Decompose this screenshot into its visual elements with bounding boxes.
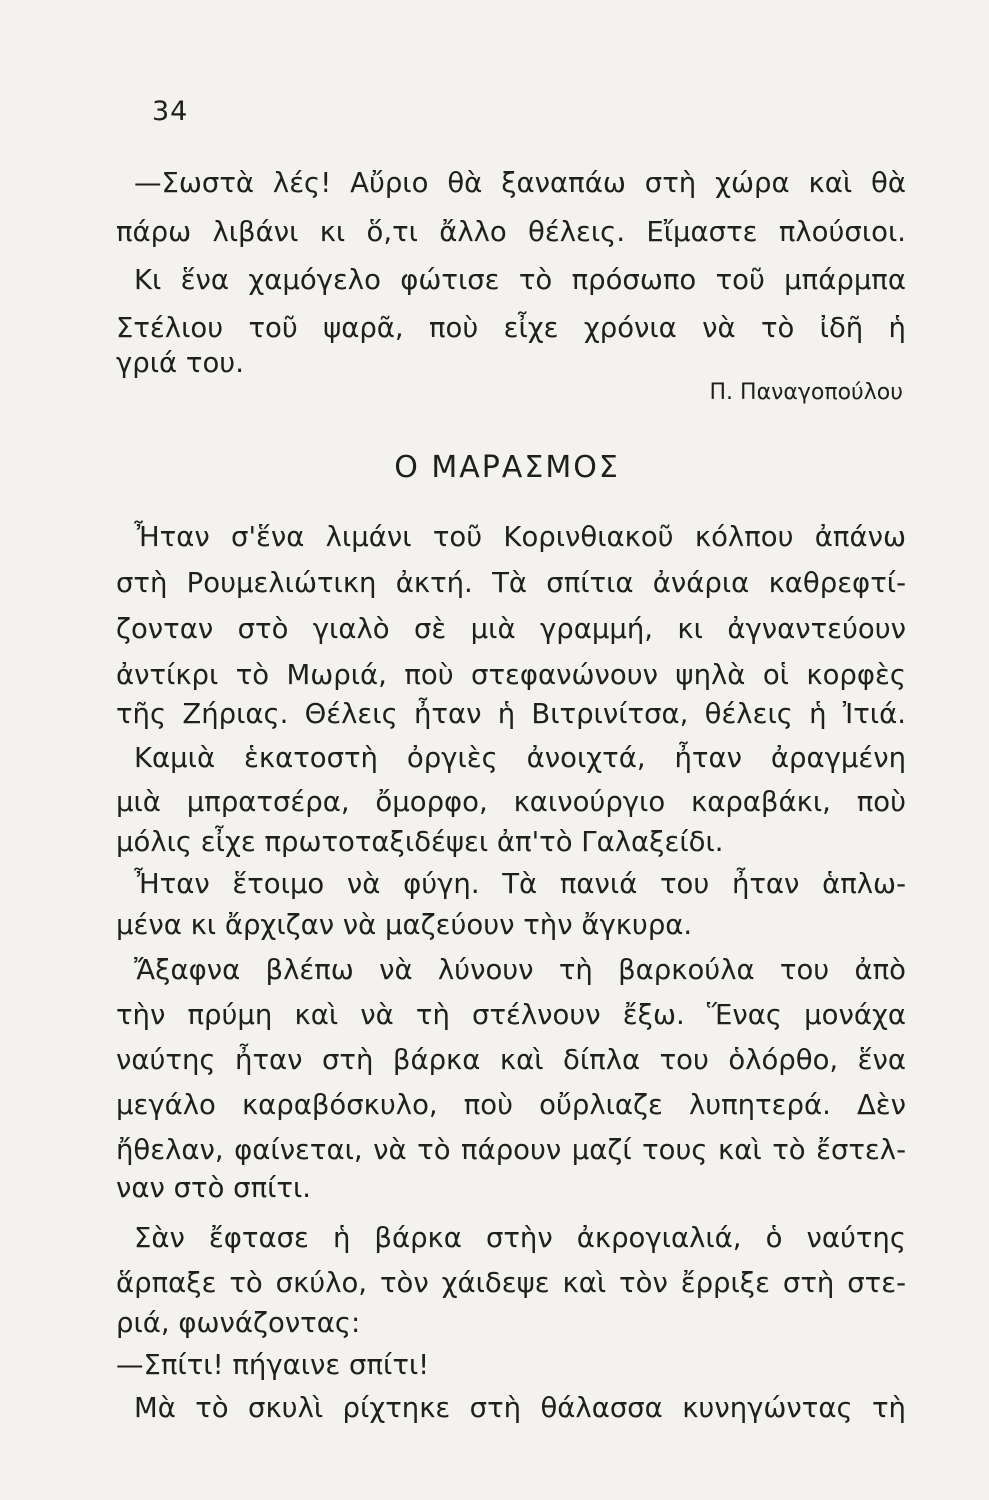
text-line: Στέλιου τοῦ ψαρᾶ, ποὺ εἶχε χρόνια νὰ τὸ ἰδῆ ἡ xyxy=(116,312,906,344)
text-line: ζονταν στὸ γιαλὸ σὲ μιὰ γραμμή, κι ἀγναντεύουν xyxy=(116,613,906,645)
text-line: —Σωστὰ λές! Αὔριο θὰ ξαναπάω στὴ χώρα καὶ θὰ xyxy=(134,167,906,199)
text-line: Ἄξαφνα βλέπω νὰ λύνουν τὴ βαρκούλα του ἀπὸ xyxy=(134,954,906,986)
page-number: 34 xyxy=(152,96,189,127)
text-line: τῆς Ζήριας. Θέλεις ἦταν ἡ Βιτρινίτσα, θέλεις ἡ Ἰτιά. xyxy=(116,698,906,730)
text-line: μένα κι ἄρχιζαν νὰ μαζεύουν τὴν ἄγκυρα. xyxy=(116,909,693,941)
text-line: ἅρπαξε τὸ σκύλο, τὸν χάιδεψε καὶ τὸν ἔρριξε στὴ στε- xyxy=(116,1267,906,1299)
text-line: ναν στὸ σπίτι. xyxy=(116,1172,312,1204)
text-line: Σὰν ἔφτασε ἡ βάρκα στὴν ἀκρογιαλιά, ὁ ναύτης xyxy=(134,1222,906,1254)
text-line: Μὰ τὸ σκυλὶ ρίχτηκε στὴ θάλασσα κυνηγώντας τὴ xyxy=(134,1392,906,1424)
text-line: γριά του. xyxy=(116,347,244,379)
text-line: μιὰ μπρατσέρα, ὄμορφο, καινούργιο καραβάκι, ποὺ xyxy=(116,786,906,818)
text-line: ἤθελαν, φαίνεται, νὰ τὸ πάρουν μαζί τους καὶ τὸ ἔστελ- xyxy=(116,1134,906,1166)
text-line: Ἦταν ἕτοιμο νὰ φύγη. Τὰ πανιά του ἦταν ἁπλω- xyxy=(134,868,906,900)
author-signature: Π. Παναγοπούλου xyxy=(709,380,903,405)
text-line: πάρω λιβάνι κι ὅ,τι ἄλλο θέλεις. Εἴμαστε πλούσιοι. xyxy=(116,216,906,248)
text-line: Κι ἕνα χαμόγελο φώτισε τὸ πρόσωπο τοῦ μπάρμπα xyxy=(134,264,906,296)
text-line: Καμιὰ ἑκατοστὴ ὀργιὲς ἀνοιχτά, ἦταν ἀραγμένη xyxy=(134,742,906,774)
text-line: στὴ Ρουμελιώτικη ἀκτή. Τὰ σπίτια ἀνάρια καθρεφτί- xyxy=(116,567,906,599)
text-line: μόλις εἶχε πρωτοταξιδέψει ἀπ'τὸ Γαλαξείδι. xyxy=(116,826,724,858)
text-line: ριά, φωνάζοντας: xyxy=(116,1307,361,1339)
text-line: —Σπίτι! πήγαινε σπίτι! xyxy=(116,1349,430,1381)
text-line: ἀντίκρι τὸ Μωριά, ποὺ στεφανώνουν ψηλὰ οἱ κορφὲς xyxy=(116,659,906,691)
text-line: Ἦταν σ'ἕνα λιμάνι τοῦ Κορινθιακοῦ κόλπου ἀπάνω xyxy=(134,521,906,553)
story-title: Ο ΜΑΡΑΣΜΟΣ xyxy=(394,450,620,485)
text-line: τὴν πρύμη καὶ νὰ τὴ στέλνουν ἔξω. Ἕνας μονάχα xyxy=(116,999,906,1031)
text-line: μεγάλο καραβόσκυλο, ποὺ οὔρλιαζε λυπητερά. Δὲν xyxy=(116,1089,906,1121)
text-line: ναύτης ἦταν στὴ βάρκα καὶ δίπλα του ὁλόρθο, ἕνα xyxy=(116,1044,906,1076)
